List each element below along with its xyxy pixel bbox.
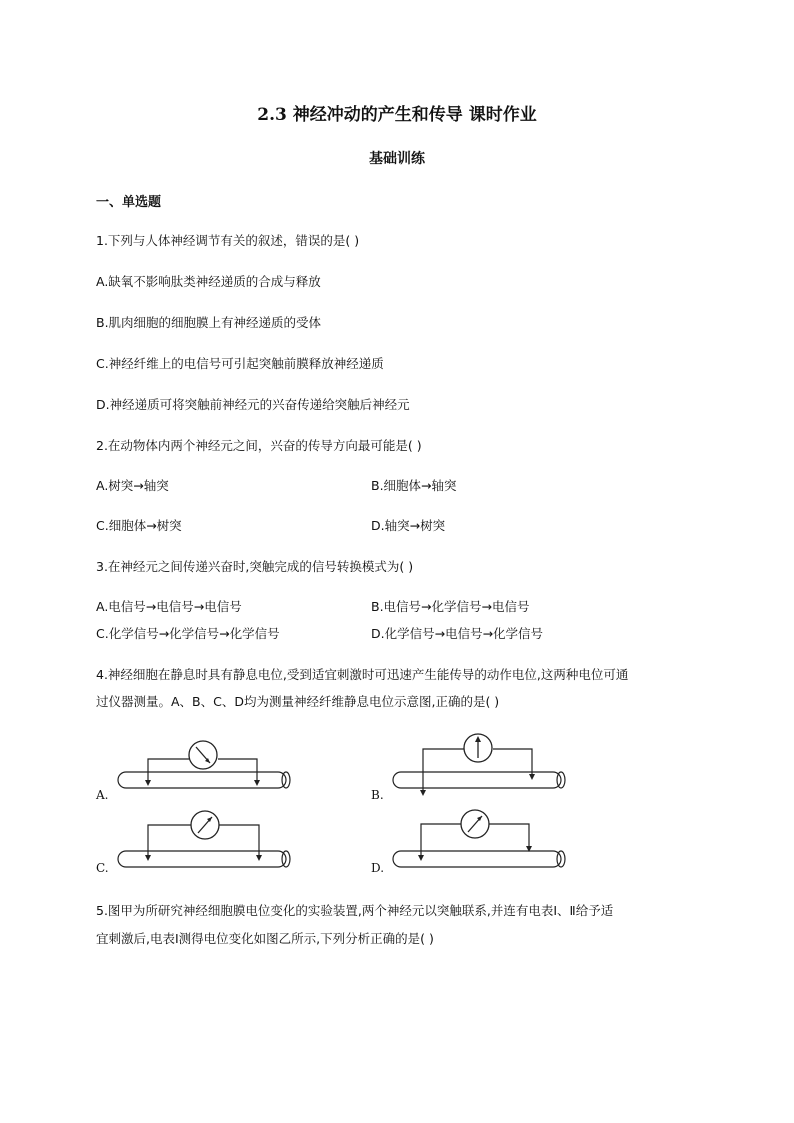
question-2-stem: 2.在动物体内两个神经元之间，兴奋的传导方向最可能是( )	[96, 438, 422, 453]
question-3-option-d: D.化学信号→电信号→化学信号	[371, 626, 544, 641]
diagram-c	[115, 808, 295, 872]
diagram-a-label: A.	[96, 788, 109, 802]
question-4-stem-line1: 4.神经细胞在静息时具有静息电位,受到适宜刺激时可迅速产生能传导的动作电位,这两种电位可通	[96, 667, 629, 682]
diagram-d-label: D.	[371, 861, 385, 875]
question-3-option-c: C.化学信号→化学信号→化学信号	[96, 626, 280, 641]
diagram-b-label: B.	[371, 788, 384, 802]
question-1-option-a: A.缺氧不影响肽类神经递质的合成与释放	[96, 274, 321, 289]
question-3-option-a: A.电信号→电信号→电信号	[96, 599, 242, 614]
question-5-stem-line1: 5.图甲为所研究神经细胞膜电位变化的实验装置,两个神经元以突触联系,并连有电表Ⅰ、Ⅱ给予适	[96, 903, 614, 918]
question-1-stem: 1.下列与人体神经调节有关的叙述，错误的是( )	[96, 233, 360, 248]
question-2-option-c: C.细胞体→树突	[96, 518, 182, 533]
page-title: 2.3 神经冲动的产生和传导 课时作业	[257, 105, 537, 125]
diagram-c-label: C.	[96, 861, 109, 875]
question-1-option-d: D.神经递质可将突触前神经元的兴奋传递给突触后神经元	[96, 397, 410, 412]
question-2-option-d: D.轴突→树突	[371, 518, 446, 533]
question-1-option-b: B.肌肉细胞的细胞膜上有神经递质的受体	[96, 315, 322, 330]
question-4-stem-line2: 过仪器测量。A、B、C、D均为测量神经纤维静息电位示意图,正确的是( )	[96, 694, 500, 709]
question-5-stem-line2: 宜刺激后,电表Ⅰ测得电位变化如图乙所示,下列分析正确的是( )	[96, 931, 434, 946]
question-3-option-b: B.电信号→化学信号→电信号	[371, 599, 530, 614]
diagram-a	[115, 738, 295, 800]
diagram-d	[390, 808, 570, 872]
question-2-option-b: B.细胞体→轴突	[371, 478, 457, 493]
diagram-b	[390, 730, 570, 794]
question-1-option-c: C.神经纤维上的电信号可引起突触前膜释放神经递质	[96, 356, 384, 371]
page-subtitle: 基础训练	[369, 151, 425, 167]
question-2-option-a: A.树突→轴突	[96, 478, 169, 493]
question-3-stem: 3.在神经元之间传递兴奋时,突触完成的信号转换模式为( )	[96, 559, 414, 574]
section-heading: 一、单选题	[96, 195, 162, 210]
